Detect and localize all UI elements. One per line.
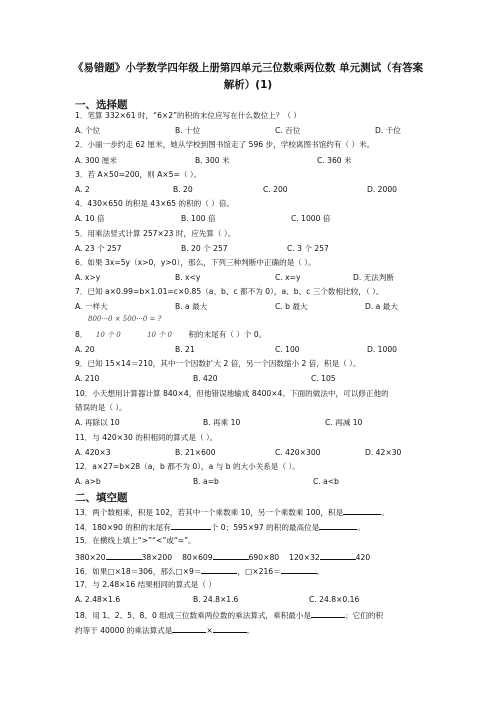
question-5-options bbox=[75, 244, 425, 254]
option-b: B. 300 米 bbox=[195, 156, 230, 165]
question-14-part-1: 14．180×90 的积的末尾有 bbox=[75, 523, 171, 532]
question-3-options bbox=[75, 185, 425, 195]
answer-blank[interactable] bbox=[343, 506, 381, 515]
option-d: D. 1000 bbox=[367, 345, 398, 354]
answer-blank[interactable] bbox=[106, 551, 142, 560]
question-8-text: 积的末尾有（ ）个 0。 bbox=[188, 330, 267, 339]
question-6-options bbox=[75, 273, 425, 283]
option-b: B. 420 bbox=[193, 374, 218, 383]
question-14-part-2: 个 0；595×97 的积的最高位是 bbox=[210, 523, 320, 532]
compare-1-right: 38×200 bbox=[141, 553, 173, 562]
option-a: A. 20 bbox=[75, 345, 95, 354]
question-11: 11．与 420×30 的积相同的算式是（ ）。 bbox=[75, 433, 218, 442]
option-a: A. 一样大 bbox=[75, 302, 108, 311]
option-b: B. 21×600 bbox=[175, 448, 216, 457]
option-c: C. a<b bbox=[313, 477, 339, 486]
option-a: A. 2.48×1.6 bbox=[75, 595, 121, 604]
question-18-text-1: 18．用 1、2、5、8、0 组成三位数乘两位数的乘法算式，乘积最小是 bbox=[75, 611, 312, 620]
option-a: A. 个位 bbox=[75, 126, 101, 135]
option-d: D. 无法判断 bbox=[353, 273, 395, 282]
option-c: C. 105 bbox=[311, 374, 336, 383]
question-18-text-1b: ；它们的积 bbox=[345, 611, 384, 620]
option-c: C. 24.8×0.16 bbox=[309, 595, 360, 604]
question-12: 12．a×27=b×28（a，b 都不为 0），a 与 b 的大小关系是（ ）。 bbox=[75, 462, 300, 471]
question-11-options bbox=[75, 448, 425, 458]
question-8-expr-bottom-2: 10 个 0 bbox=[147, 331, 172, 339]
option-b: B. 100 倍 bbox=[181, 214, 216, 223]
option-b: B. 20 个 257 bbox=[181, 244, 228, 253]
question-2-options bbox=[75, 156, 425, 166]
compare-2-right: 690×80 bbox=[248, 553, 280, 562]
question-4: 4．430×650 的积是 43×65 的积的（ ）倍。 bbox=[75, 199, 235, 208]
answer-blank[interactable] bbox=[201, 565, 237, 574]
option-c: C. 3 个 257 bbox=[287, 244, 329, 253]
section-heading-choice: 一、选择题 bbox=[75, 99, 128, 111]
question-9-options bbox=[75, 374, 425, 384]
option-b: B. a 最大 bbox=[175, 302, 208, 311]
compare-1-left: 380×20 bbox=[75, 553, 106, 562]
section-heading-fill: 二、填空题 bbox=[75, 492, 128, 504]
option-c: C. 420×300 bbox=[275, 448, 321, 457]
question-17-options bbox=[75, 595, 425, 605]
question-18-end: 。 bbox=[246, 626, 255, 635]
option-d: D. 2000 bbox=[367, 185, 398, 194]
question-6: 6．如果 3x=5y（x>0，y>0），那么，下列三种判断中正确的是（ ）。 bbox=[75, 258, 316, 267]
option-a: A. x>y bbox=[75, 273, 101, 282]
question-14-end: 。 bbox=[357, 523, 365, 532]
question-9: 9．已知 15×14＝210，其中一个因数扩大 2 倍，另一个因数缩小 2 倍，积是（ ）。 bbox=[75, 359, 361, 368]
title-line-2: 解析）(1) bbox=[223, 79, 273, 91]
question-2: 2．小丽一步约走 62 厘米，她从学校到图书馆走了 596 步，学校离图书馆约有（ ）米。 bbox=[75, 140, 375, 149]
compare-3-right: 420 bbox=[355, 553, 371, 562]
option-d: D. 42×30 bbox=[365, 448, 402, 457]
title-line-1: 《易错题》小学数学四年级上册第四单元三位数乘两位数 单元测试（有答案 bbox=[72, 62, 424, 74]
question-16-end: 。 bbox=[316, 567, 325, 576]
option-c: C. 1000 倍 bbox=[291, 214, 331, 223]
question-16-part-1: 16．如果□×18＝306，那么□×9＝ bbox=[75, 567, 202, 576]
option-b: B. 再乘 10 bbox=[203, 418, 241, 427]
option-b: B. 24.8×1.6 bbox=[193, 595, 239, 604]
option-b: B. 十位 bbox=[175, 126, 201, 135]
question-18-line-2 bbox=[75, 624, 425, 636]
option-c: C. x=y bbox=[275, 273, 301, 282]
question-13 bbox=[75, 506, 425, 518]
option-c: C. 百位 bbox=[275, 126, 301, 135]
option-d: D. 千位 bbox=[375, 126, 401, 135]
question-8-expr-bottom-1: 10 个 0 bbox=[95, 331, 121, 339]
question-10-options bbox=[75, 418, 425, 428]
option-c: C. 360 米 bbox=[317, 156, 352, 165]
question-17: 17．与 2.48×16 结果相同的算式是（ ） bbox=[75, 580, 216, 589]
option-d: D. a 最大 bbox=[365, 302, 398, 311]
question-8-expr-top: 800···0 × 500···0 = ? bbox=[88, 315, 162, 323]
option-a: A. 23 个 257 bbox=[75, 244, 122, 253]
question-13-text: 13．两个数相乘，积是 102，若其中一个乘数乘 10，另一个乘数乘 100，积是 bbox=[75, 508, 344, 517]
question-15: 15．在横线上填上“>”“<”或“=”。 bbox=[75, 536, 196, 545]
question-8-options bbox=[75, 345, 425, 355]
option-c: C. 再减 10 bbox=[325, 418, 363, 427]
option-a: A. a>b bbox=[75, 477, 101, 486]
option-a: A. 300 厘米 bbox=[75, 156, 117, 165]
answer-blank[interactable] bbox=[311, 609, 345, 618]
question-10-line-2: 错误的是（ ）。 bbox=[75, 403, 127, 412]
question-1-options bbox=[75, 126, 425, 136]
option-c: C. 200 bbox=[263, 185, 288, 194]
compare-3-left: 120×32 bbox=[289, 553, 320, 562]
question-10-line-1: 10．小天想用计算器计算 840×4，但他错误地输成 8400×4。下面的做法中，可以修正他的 bbox=[75, 389, 389, 398]
question-7-options bbox=[75, 302, 425, 312]
question-16-part-2: ，□×216＝ bbox=[237, 567, 281, 576]
answer-blank[interactable] bbox=[213, 551, 249, 560]
question-1: 1．笔算 332×61 时，“6×2”的积的末位应写在什么数位上？（ ） bbox=[75, 111, 301, 120]
question-8 bbox=[75, 330, 425, 340]
option-c: C. b 最大 bbox=[275, 302, 308, 311]
answer-blank[interactable] bbox=[171, 521, 211, 530]
question-5: 5．用乘法竖式计算 257×23 时，应先算（ ）。 bbox=[75, 229, 236, 238]
document-title bbox=[60, 60, 436, 94]
question-7: 7．已知 a×0.99=b×1.01=c×0.85（a、b、c 都不为 0），a、b、c 三个数相比较，（ ）。 bbox=[75, 287, 384, 296]
question-14 bbox=[75, 521, 425, 533]
option-b: B. a=b bbox=[193, 477, 219, 486]
option-b: B. 21 bbox=[175, 345, 195, 354]
question-3: 3．若 A×50=200，则 A×5=（ ）。 bbox=[75, 170, 202, 179]
answer-blank[interactable] bbox=[213, 624, 247, 633]
question-8-number: 8． bbox=[75, 330, 88, 339]
question-8-expression bbox=[88, 314, 438, 324]
question-18-text-2: 约等于 40000 的乘法算式是 bbox=[75, 626, 173, 635]
option-a: A. 420×3 bbox=[75, 448, 111, 457]
question-13-end: 。 bbox=[381, 508, 389, 517]
compare-2-left: 80×609 bbox=[182, 553, 213, 562]
answer-blank[interactable] bbox=[172, 624, 206, 633]
option-a: A. 再除以 10 bbox=[75, 418, 120, 427]
option-b: B. 20 bbox=[173, 185, 193, 194]
option-a: A. 10 倍 bbox=[75, 214, 105, 223]
option-a: A. 210 bbox=[75, 374, 100, 383]
answer-blank[interactable] bbox=[281, 565, 317, 574]
answer-blank[interactable] bbox=[320, 551, 356, 560]
question-15-comparisons bbox=[75, 551, 425, 563]
option-a: A. 2 bbox=[75, 185, 90, 194]
question-18-line-1 bbox=[75, 609, 425, 621]
question-16 bbox=[75, 565, 425, 577]
question-4-options bbox=[75, 214, 425, 224]
question-12-options bbox=[75, 477, 425, 487]
answer-blank[interactable] bbox=[319, 521, 357, 530]
option-b: B. x<y bbox=[175, 273, 201, 282]
times-sign: × bbox=[206, 626, 213, 635]
option-c: C. 100 bbox=[275, 345, 300, 354]
